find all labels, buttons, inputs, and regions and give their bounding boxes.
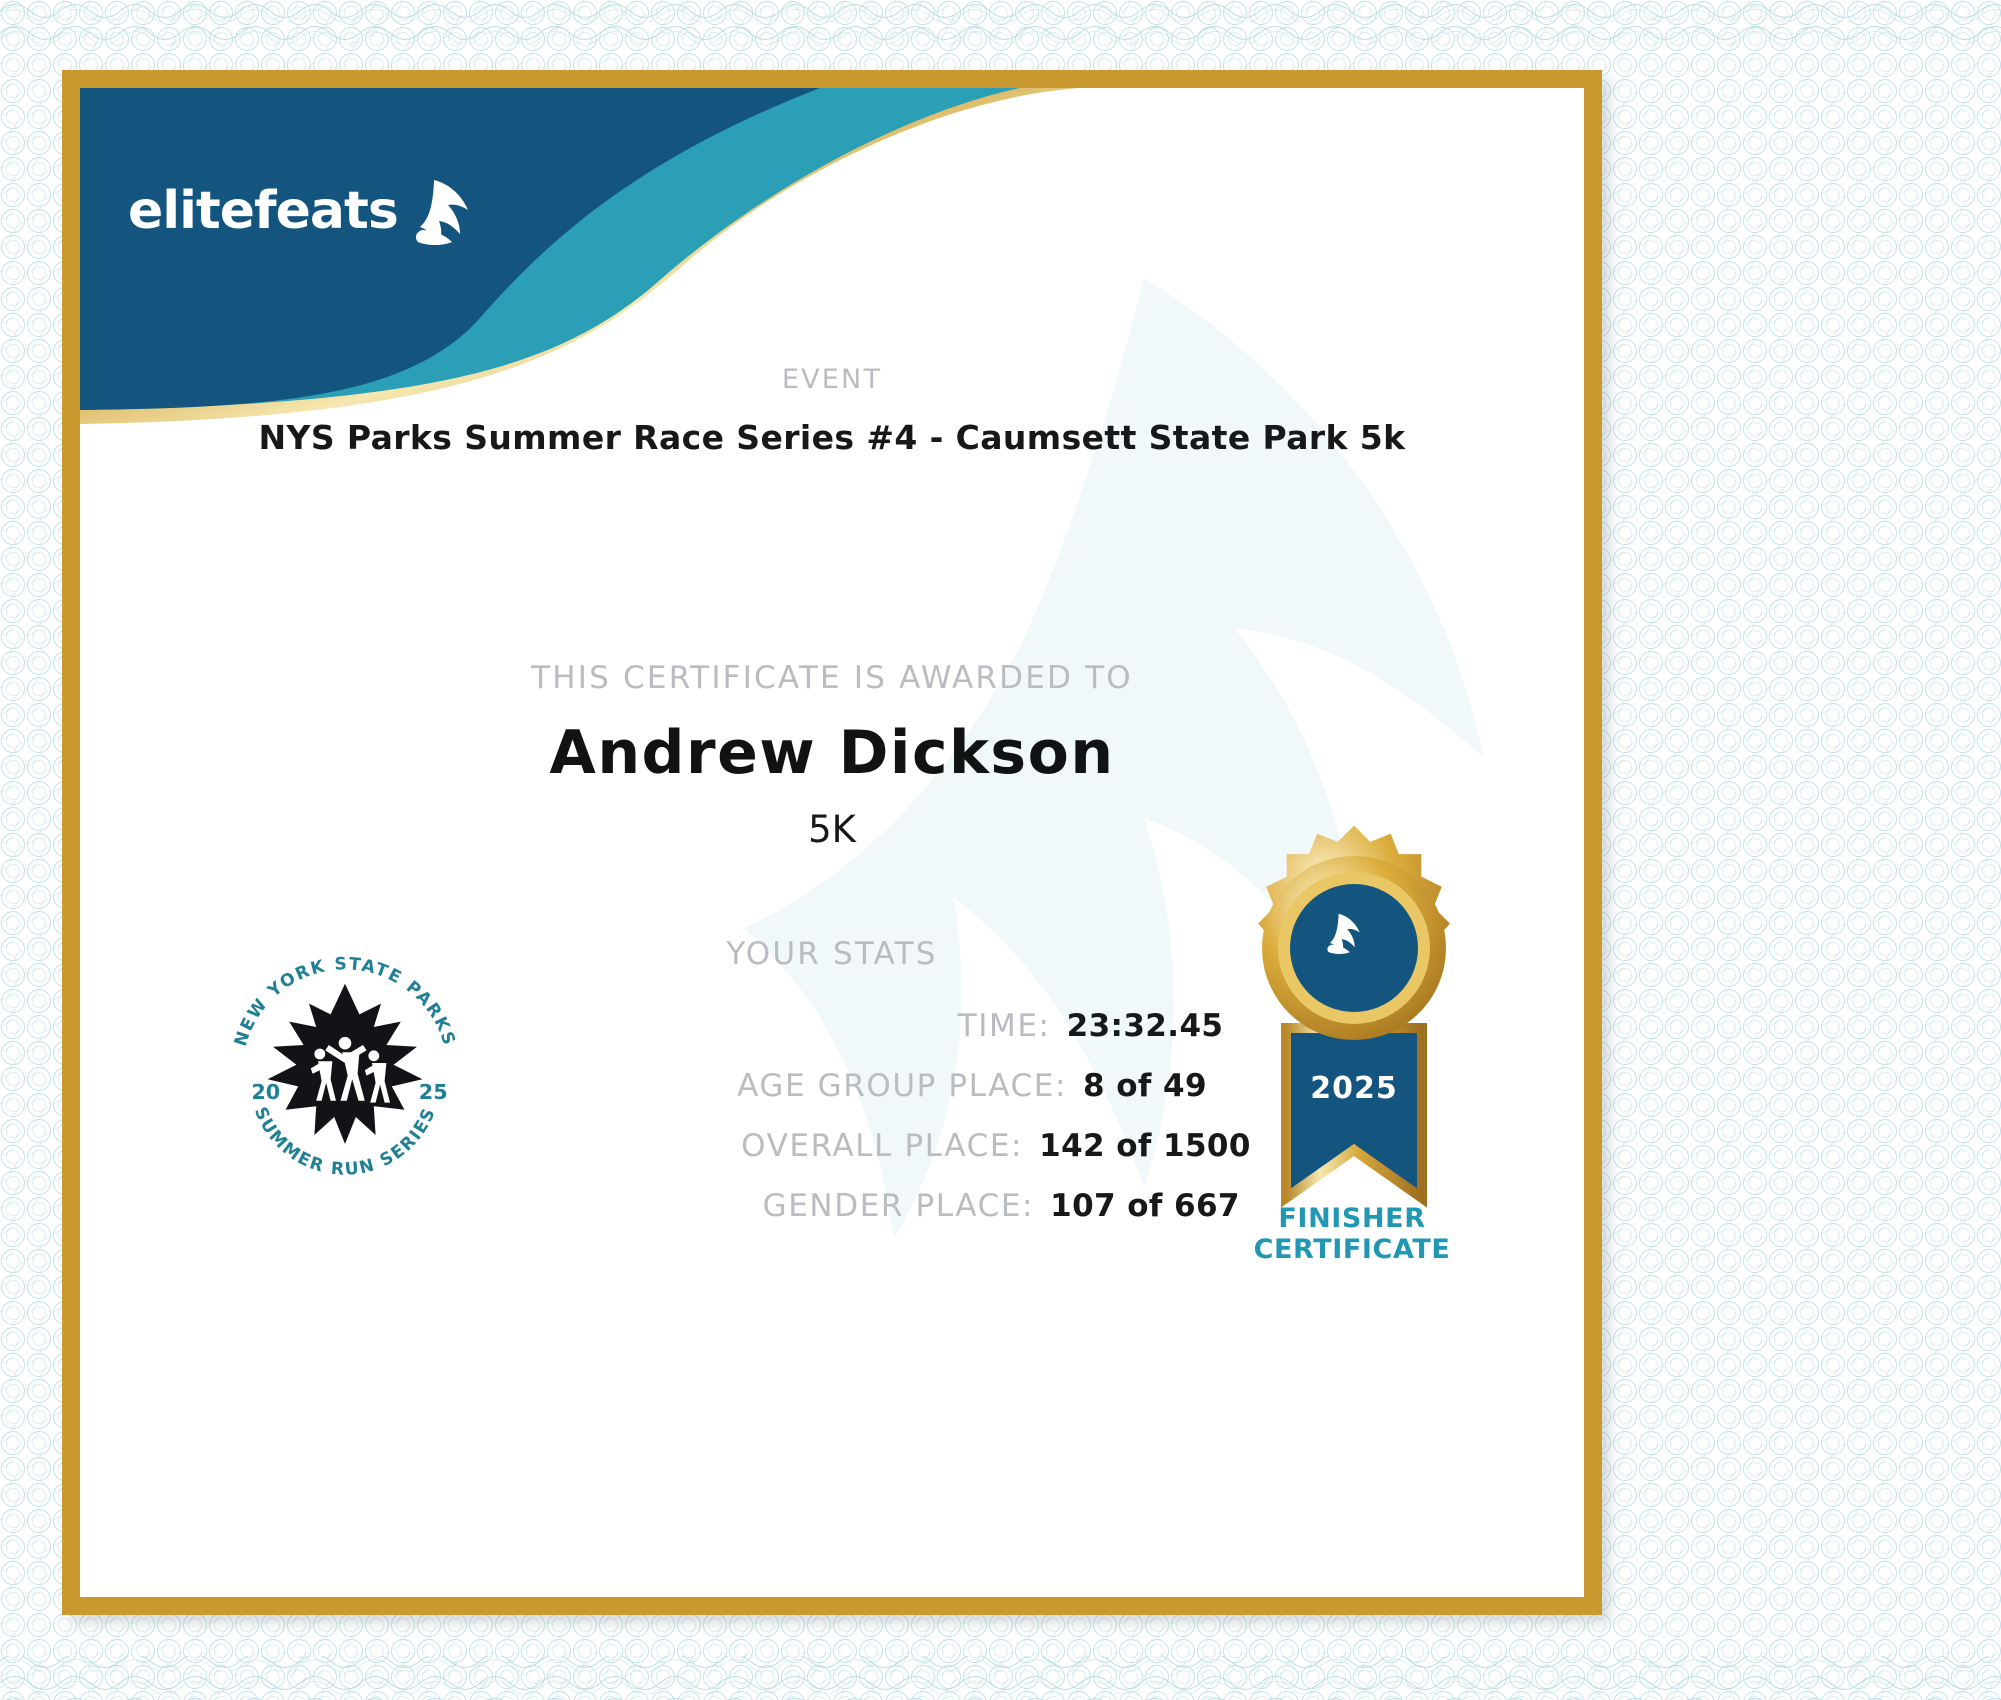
- finisher-caption-line2: CERTIFICATE: [1253, 1234, 1451, 1266]
- certificate-card: [62, 70, 1602, 1615]
- event-label: EVENT: [781, 364, 883, 395]
- header-swoosh-graphic: [80, 88, 1080, 468]
- seal-year-left: 20: [251, 1080, 281, 1104]
- rosette-year: 2025: [1310, 1071, 1398, 1106]
- finisher-caption: [1192, 1203, 1512, 1265]
- nys-parks-seal: [210, 928, 480, 1198]
- seal-year-right: 25: [418, 1080, 448, 1104]
- stat-value-overall-place: 142 of 1500: [1039, 1128, 1251, 1164]
- stat-key-overall-place: OVERALL PLACE:: [741, 1128, 1024, 1164]
- stat-value-gender-place: 107 of 667: [1050, 1188, 1240, 1224]
- elitefeats-logo: [128, 174, 482, 248]
- recipient-distance: 5K: [808, 808, 856, 851]
- stat-value-age-group-place: 8 of 49: [1083, 1068, 1207, 1104]
- seal-top-arc-text: NEW YORK STATE PARKS: [230, 954, 460, 1049]
- stat-key-time: TIME:: [957, 1008, 1051, 1044]
- stat-value-time: 23:32.45: [1066, 1008, 1224, 1044]
- seal-bottom-arc-text: SUMMER RUN SERIES: [249, 1104, 441, 1180]
- maple-leaf-icon: [268, 984, 423, 1144]
- stat-key-gender-place: GENDER PLACE:: [762, 1188, 1035, 1224]
- finisher-rosette: [1224, 798, 1484, 1218]
- logo-wordmark: elitefeats: [128, 181, 398, 241]
- finisher-caption-line1: FINISHER: [1278, 1203, 1426, 1234]
- event-name: NYS Parks Summer Race Series #4 - Caumsett State Park 5k: [258, 418, 1406, 457]
- stat-key-age-group-place: AGE GROUP PLACE:: [737, 1068, 1068, 1104]
- recipient-name: Andrew Dickson: [549, 718, 1115, 788]
- awarded-to-label: THIS CERTIFICATE IS AWARDED TO: [531, 660, 1133, 696]
- winged-foot-icon: [404, 174, 482, 248]
- your-stats-label: YOUR STATS: [726, 936, 938, 972]
